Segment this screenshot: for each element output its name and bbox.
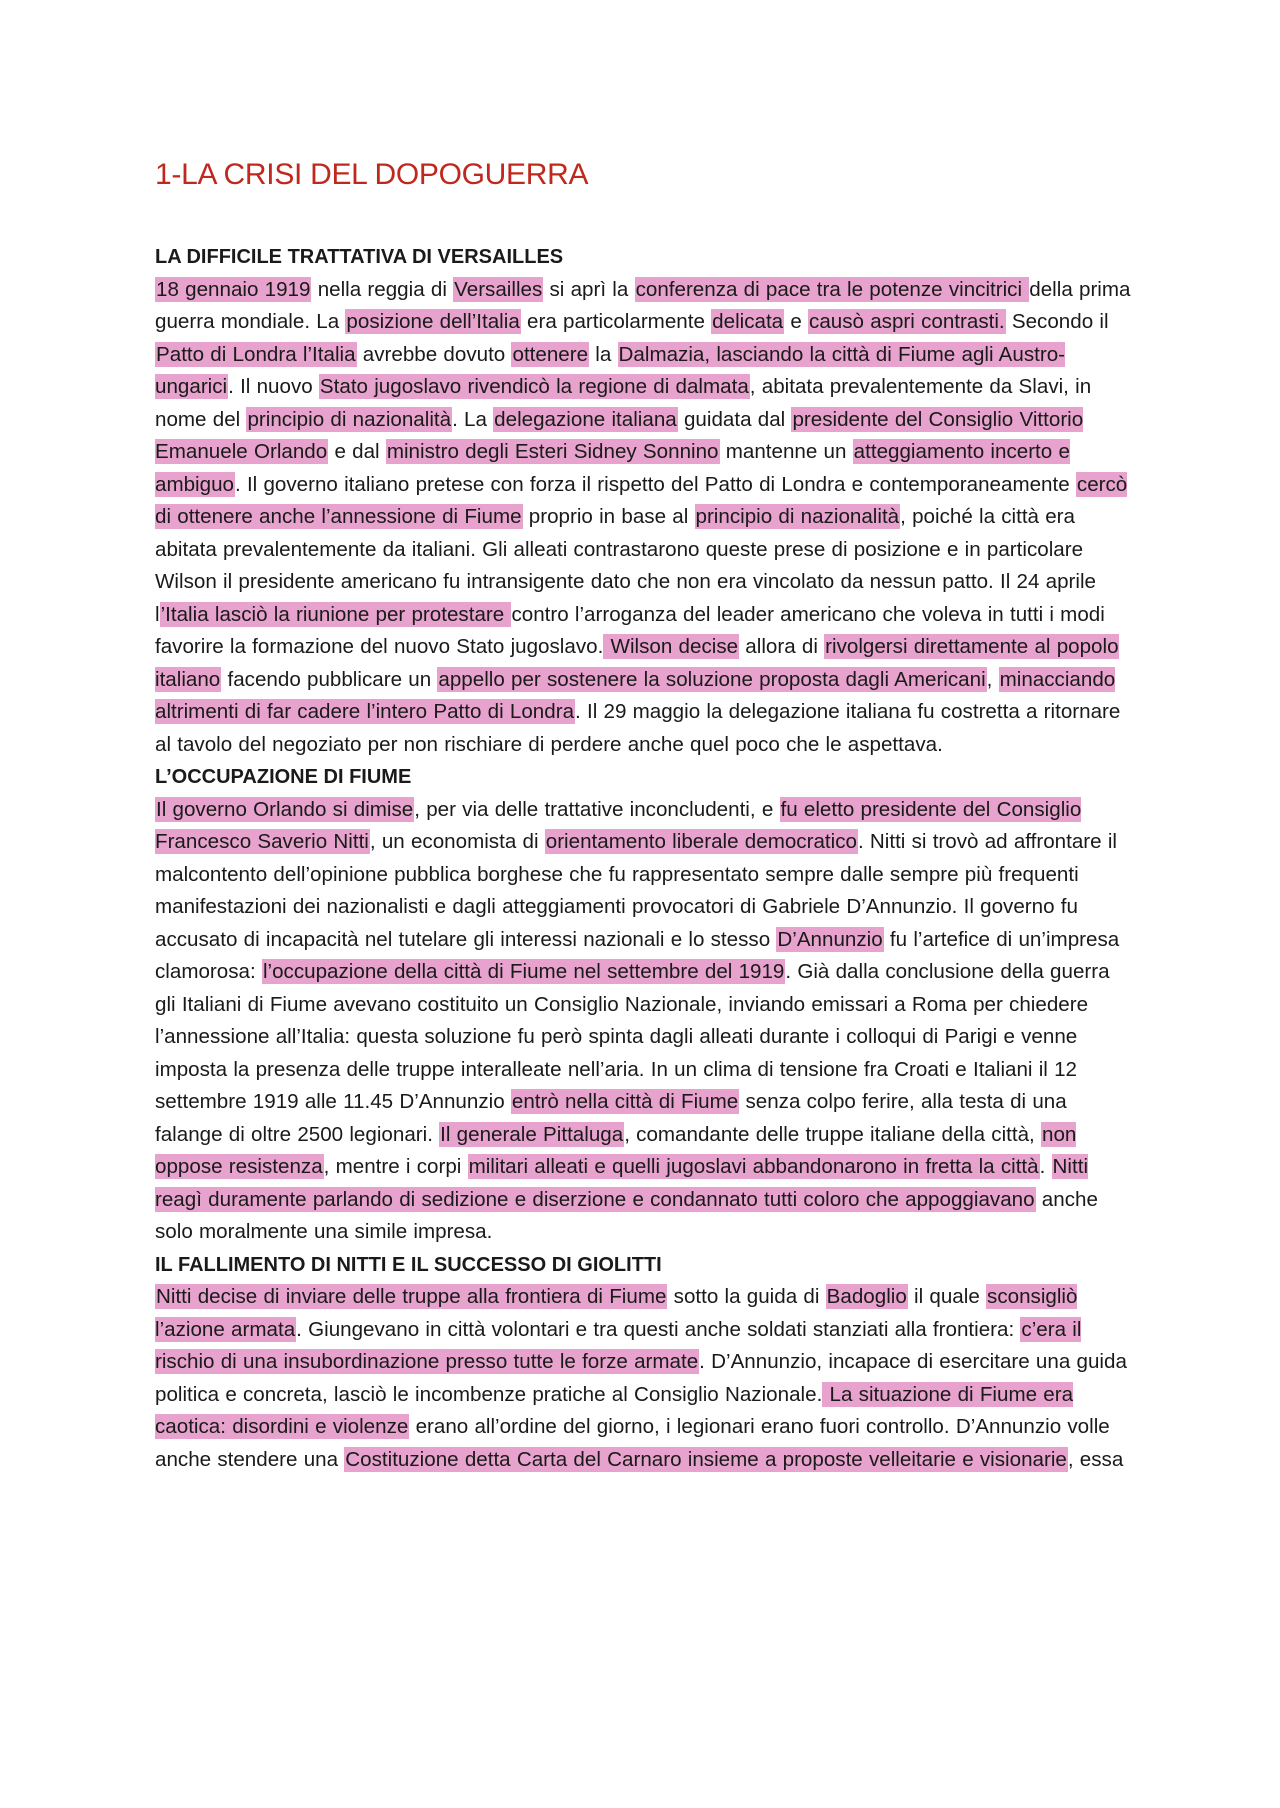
text-segment: e dal xyxy=(328,440,386,463)
text-segment: anche solo moralmente una simile impresa. xyxy=(155,1187,1098,1243)
highlighted-text: atteggiamento incerto e ambiguo xyxy=(155,440,1070,496)
highlighted-text: Nitti decise di inviare delle truppe alla frontiera di Fiume xyxy=(156,1285,667,1308)
text-segment: era particolarmente xyxy=(520,310,712,333)
text-segment: si aprì la xyxy=(543,277,635,301)
text-segment: avrebbe dovuto xyxy=(356,342,512,366)
text-segment: la xyxy=(589,342,618,366)
highlighted-text: Il generale Pittaluga xyxy=(440,1122,624,1146)
text-segment: contro l’arroganza del leader americano che voleva in tutti i modi favorire la formazione del nuovo Stato jugoslavo. xyxy=(155,602,1105,658)
text-segment: nella reggia di xyxy=(311,277,454,301)
text-segment: . D’Annunzio, incapace di esercitare una guida politica e concreta, lasciò le incombenze pratiche al Consiglio Nazionale. xyxy=(155,1350,1127,1406)
highlighted-text: rivolgersi direttamente al popolo italiano xyxy=(155,635,1119,691)
text-segment: senza colpo ferire, alla testa di una falange di oltre 2500 legionari. xyxy=(155,1090,1067,1146)
highlighted-text: minacciando altrimenti di far cadere l’intero Patto di Londra xyxy=(155,667,1116,723)
highlighted-text: Versailles xyxy=(454,277,543,301)
text-segment: sotto la guida di xyxy=(667,1285,826,1308)
highlighted-text: ottenere xyxy=(512,342,589,366)
section-paragraph-versailles xyxy=(155,274,1135,762)
highlighted-text: Badoglio xyxy=(826,1285,907,1308)
section-heading-versailles: LA DIFFICILE TRATTATIVA DI VERSAILLES xyxy=(155,246,564,268)
highlighted-text: appello per sostenere la soluzione proposta dagli Americani xyxy=(438,667,986,691)
text-segment: proprio in base al xyxy=(522,505,695,528)
text-segment: e xyxy=(784,310,809,333)
section-heading-fiume: L’OCCUPAZIONE DI FIUME xyxy=(155,766,412,788)
section-paragraph-fiume xyxy=(155,794,1135,1249)
highlighted-text: orientamento liberale democratico xyxy=(545,830,857,853)
text-segment: . Il 29 maggio la delegazione italiana fu costretta a ritornare al tavolo del negoziato per non rischiare di perdere anche quel poco che le aspettava. xyxy=(155,700,1121,756)
text-segment: della prima guerra mondiale. La xyxy=(155,277,1131,333)
text-segment: allora di xyxy=(739,635,825,658)
highlighted-text: Patto di Londra l’Italia xyxy=(156,342,356,366)
text-segment: , mentre i corpi xyxy=(323,1155,468,1178)
highlighted-text: non oppose resistenza xyxy=(155,1122,1077,1178)
highlighted-text: delicata xyxy=(712,310,784,333)
highlighted-text: sconsigliò l’azione armata xyxy=(155,1285,1078,1341)
text-segment: facendo pubblicare un xyxy=(221,667,438,691)
text-segment: . xyxy=(1039,1155,1052,1178)
section-heading-nitti-giolitti: IL FALLIMENTO DI NITTI E IL SUCCESSO DI GIOLITTI xyxy=(155,1253,662,1276)
text-segment: fu l’artefice di un’impresa clamorosa: xyxy=(155,927,1120,983)
page-title: 1-LA CRISI DEL DOPOGUERRA xyxy=(155,158,589,191)
highlighted-text: ’Italia lasciò la riunione per protestare xyxy=(160,602,511,626)
highlighted-text: causò aspri contrasti. xyxy=(809,310,1005,333)
text-segment: , abitata prevalentemente da Slavi, in nome del xyxy=(155,375,1092,431)
highlighted-text: fu eletto presidente del Consiglio Francesco Saverio Nitti xyxy=(155,797,1082,853)
text-segment: guidata dal xyxy=(677,407,792,431)
highlighted-text: delegazione italiana xyxy=(494,407,677,431)
highlighted-text: c’era il rischio di una insubordinazione presso tutte le forze armate xyxy=(155,1317,1082,1373)
text-segment: , per via delle trattative inconcludenti, e xyxy=(414,797,780,821)
section-paragraph-nitti-giolitti xyxy=(155,1281,1135,1476)
text-segment: . Già dalla conclusione della guerra gli Italiani di Fiume avevano costituito un Consiglio Nazionale, inviando emissari a Roma per chiedere l’annessione all’Italia: questa soluzione fu però spinta dagli alleati durante i colloqui di Parigi e venne imposta la presenza delle truppe interalleate nell’aria. In un clima di tensione fra Croati e Italiani il 12 settembre 1919 alle 11.45 D’Annunzio xyxy=(155,960,1110,1113)
highlighted-text: Stato jugoslavo rivendicò la regione di dalmata xyxy=(319,375,749,398)
highlighted-text: conferenza di pace tra le potenze vincitrici xyxy=(635,277,1029,301)
document-content xyxy=(155,155,1135,1476)
highlighted-text: Costituzione detta Carta del Carnaro insieme a proposte velleitarie e visionarie xyxy=(345,1447,1067,1471)
text-segment: . Giungevano in città volontari e tra questi anche soldati stanziati alla frontiera: xyxy=(296,1317,1021,1341)
text-segment: , poiché la città era abitata prevalentemente da italiani. Gli alleati contrastarono queste prese di posizione e in particolare Wilson il presidente americano fu intransigente dato che non era vincolato da nessun patto. Il 24 aprile l xyxy=(155,505,1097,626)
text-segment: . Il governo italiano pretese con forza il rispetto del Patto di Londra e contemporaneamente xyxy=(235,472,1076,496)
text-segment: il quale xyxy=(907,1285,987,1308)
text-segment: , essa xyxy=(1067,1447,1124,1471)
highlighted-text: militari alleati e quelli jugoslavi abbandonarono in fretta la città xyxy=(468,1155,1039,1178)
text-segment: Secondo il xyxy=(1005,310,1109,333)
text-segment: . Il nuovo xyxy=(228,375,319,398)
highlighted-text: Dalmazia, lasciando la città di Fiume agli Austro-ungarici xyxy=(155,342,1066,398)
highlighted-text: entrò nella città di Fiume xyxy=(511,1090,739,1113)
text-segment: , comandante delle truppe italiane della città, xyxy=(624,1122,1041,1146)
highlighted-text: presidente del Consiglio Vittorio Emanuele Orlando xyxy=(155,407,1084,463)
text-segment: . La xyxy=(452,407,494,431)
text-segment: , un economista di xyxy=(369,830,545,853)
text-segment: erano all’ordine del giorno, i legionari erano fuori controllo. D’Annunzio volle anche stendere una xyxy=(155,1415,1110,1471)
highlighted-text: D’Annunzio xyxy=(777,927,883,951)
highlighted-text: ministro degli Esteri Sidney Sonnino xyxy=(386,440,719,463)
highlighted-text: 18 gennaio 1919 xyxy=(156,277,311,301)
highlighted-text: l’occupazione della città di Fiume nel settembre del 1919 xyxy=(262,960,785,983)
highlighted-text: principio di nazionalità xyxy=(695,505,900,528)
highlighted-text: La situazione di Fiume era caotica: disordini e violenze xyxy=(155,1382,1074,1438)
text-segment: . Nitti si trovò ad affrontare il malcontento dell’opinione pubblica borghese che fu rappresentato sempre dalle sempre più frequenti manifestazioni dei nazionalisti e dagli atteggiamenti provocatori di Gabriele D’Annunzio. Il governo fu accusato di incapacità nel tutelare gli interessi nazionali e lo stesso xyxy=(155,830,1117,951)
highlighted-text: cercò di ottenere anche l’annessione di Fiume xyxy=(155,472,1128,528)
highlighted-text: Wilson decise xyxy=(604,635,739,658)
highlighted-text: Nitti reagì duramente parlando di sedizione e diserzione e condannato tutti coloro che appoggiavano xyxy=(155,1155,1089,1211)
text-segment: mantenne un xyxy=(719,440,853,463)
text-segment: , xyxy=(986,667,999,691)
highlighted-text: Il governo Orlando si dimise xyxy=(156,797,414,821)
highlighted-text: posizione dell’Italia xyxy=(346,310,520,333)
highlighted-text: principio di nazionalità xyxy=(247,407,452,431)
